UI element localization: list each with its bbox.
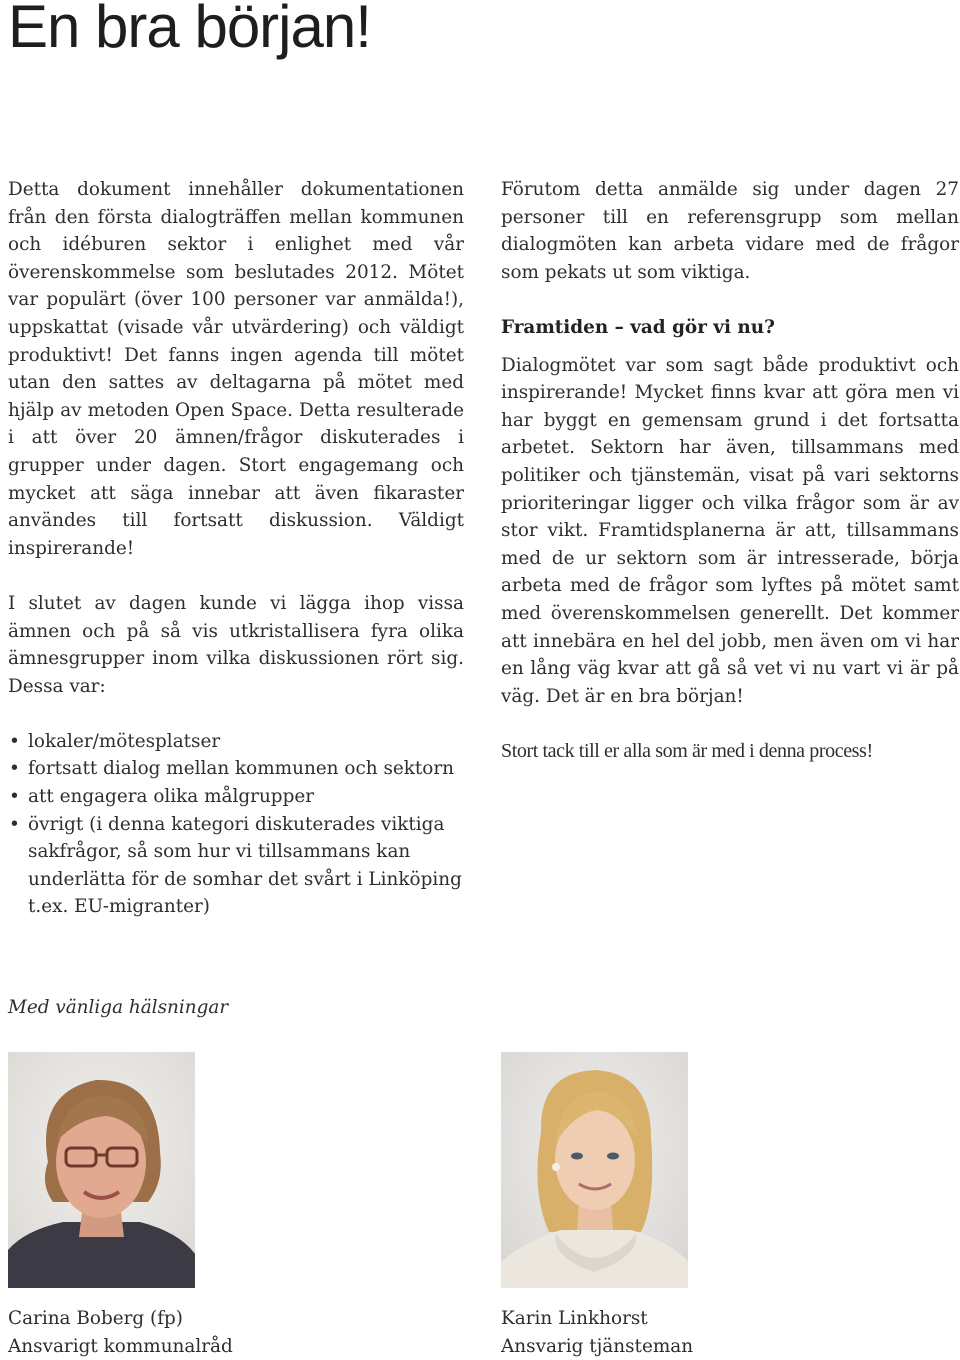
right-column xyxy=(501,176,959,765)
signatory-role: Ansvarig tjänsteman xyxy=(501,1335,694,1357)
thanks-note: Stort tack till er alla som är med i denna process! xyxy=(501,739,873,762)
topics-list xyxy=(8,728,464,921)
list-item: • att engagera olika målgrupper xyxy=(8,783,464,811)
signatory-name: Carina Boberg (fp) xyxy=(8,1308,183,1329)
page-title: En bra början! xyxy=(8,0,371,60)
list-item: • fortsatt dialog mellan kommunen och sektorn xyxy=(8,755,464,783)
left-column xyxy=(8,176,464,921)
topics-intro-paragraph: I slutet av dagen kunde vi lägga ihop vissa ämnen och på så vis utkristallisera fyra olika ämnesgrupper inom vilka diskussionen rört sig. Dessa var: xyxy=(8,592,464,697)
signatory-name: Karin Linkhorst xyxy=(501,1308,648,1329)
intro-paragraph: Detta dokument innehåller dokumentationen från den första dialogträffen mellan kommunen och idéburen sektor i enlighet med vår överenskommelse som beslutades 2012. Mötet var populärt (över 100 personer var anmälda!), uppskattat (visade vår utvärdering) och väldigt produktivt! Det fanns ingen agenda till mötet utan den sattes av deltagarna på mötet med hjälp av metoden Open Space. Detta resulterade i att över 20 ämnen/frågor diskuterades i grupper under dagen. Stort engagemang och mycket att säga innebar att även fikaraster användes till fortsatt diskussion. Väldigt inspirerande! xyxy=(8,179,464,559)
list-item: • övrigt (i denna kategori diskuterades viktiga sakfrågor, så som hur vi tillsammans kan underlätta för de somhar det svårt i Linköping t.ex. EU-migranter) xyxy=(8,811,464,921)
signatory-role: Ansvarigt kommunalråd xyxy=(8,1335,233,1357)
signatory-caption xyxy=(501,1305,693,1360)
portrait-photo xyxy=(8,1052,195,1288)
reference-group-paragraph: Förutom detta anmälde sig under dagen 27 personer till en referensgrupp som mellan dialogmöten kan arbeta vidare med de frågor som pekats ut som viktiga. xyxy=(501,179,959,283)
list-item: • lokaler/mötesplatser xyxy=(8,728,464,756)
closing-greeting: Med vänliga hälsningar xyxy=(8,997,229,1018)
signatory-caption xyxy=(8,1305,233,1360)
portrait-photo xyxy=(501,1052,688,1288)
future-paragraph: Dialogmötet var som sagt både produktivt och inspirerande! Mycket finns kvar att göra men vi har byggt en gemensam grund i det fortsatta arbetet. Sektorn har även, tillsammans med politiker och tjänstemän, visat på vari sektorns prioriteringar ligger och vilka frågor som är av stor vikt. Framtidsplanerna är att, tillsammans med de ur sektorn som är intresserade, börja arbeta med de frågor som lyftes på mötet samt med överenskommelsen generellt. Det kommer att innebära en hel del jobb, men även om vi har en lång väg kvar att gå så vet vi nu vart vi är på väg. Det är en bra början! xyxy=(501,354,959,707)
section-heading: Framtiden – vad gör vi nu? xyxy=(501,316,775,338)
